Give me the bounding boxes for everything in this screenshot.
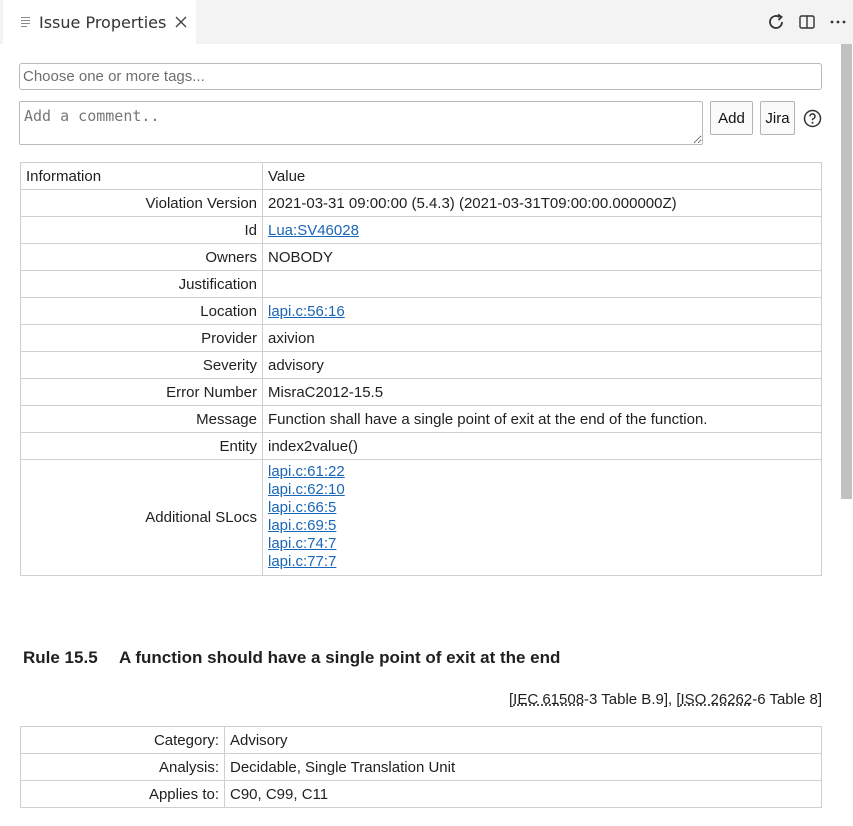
message-value: Function shall have a single point of exit at the end of the function. — [263, 406, 822, 433]
refresh-button[interactable] — [760, 7, 791, 37]
applies-to-value: C90, C99, C11 — [225, 781, 822, 808]
row-label: Message — [21, 406, 263, 433]
tab-issue-properties[interactable] — [3, 0, 196, 44]
tab-bar — [0, 0, 853, 44]
table-row — [21, 781, 822, 808]
jira-button[interactable]: Jira — [760, 101, 795, 135]
table-row — [21, 244, 822, 271]
sloc-link[interactable]: lapi.c:77:7 — [268, 553, 337, 570]
row-label: Id — [21, 217, 263, 244]
table-row — [21, 325, 822, 352]
rule-references — [509, 691, 822, 708]
table-row — [21, 352, 822, 379]
entity-value: index2value() — [263, 433, 822, 460]
table-row — [21, 298, 822, 325]
table-row — [21, 754, 822, 781]
row-label: Provider — [21, 325, 263, 352]
table-row — [21, 727, 822, 754]
table-row — [21, 433, 822, 460]
row-label: Justification — [21, 271, 263, 298]
more-actions-icon — [829, 13, 847, 31]
lines-icon — [21, 17, 31, 27]
rule-info-table — [20, 726, 822, 808]
id-cell — [263, 217, 822, 244]
category-value: Advisory — [225, 727, 822, 754]
table-row — [21, 271, 822, 298]
issue-properties-table — [20, 162, 822, 576]
close-icon[interactable] — [172, 13, 190, 31]
sloc-link[interactable]: lapi.c:74:7 — [268, 535, 337, 552]
split-editor-button[interactable] — [791, 7, 822, 37]
editor-actions — [760, 0, 853, 44]
add-comment-button[interactable]: Add — [710, 101, 753, 135]
owners-value: NOBODY — [263, 244, 822, 271]
provider-value: axivion — [263, 325, 822, 352]
header-information: Information — [21, 163, 263, 190]
tags-input[interactable] — [19, 63, 822, 90]
sloc-link[interactable]: lapi.c:62:10 — [268, 481, 345, 498]
row-label: Category: — [21, 727, 225, 754]
comment-textarea[interactable] — [19, 101, 703, 145]
refresh-icon — [765, 11, 787, 33]
scrollbar-thumb[interactable] — [841, 44, 852, 499]
table-row — [21, 460, 822, 576]
table-row — [21, 379, 822, 406]
row-label: Analysis: — [21, 754, 225, 781]
analysis-value: Decidable, Single Translation Unit — [225, 754, 822, 781]
row-label: Applies to: — [21, 781, 225, 808]
rule-heading — [23, 648, 560, 668]
sloc-link[interactable]: lapi.c:66:5 — [268, 499, 337, 516]
justification-value — [263, 271, 822, 298]
tab-title: Issue Properties — [39, 12, 167, 32]
table-row — [21, 406, 822, 433]
row-label: Error Number — [21, 379, 263, 406]
row-label: Violation Version — [21, 190, 263, 217]
location-link[interactable]: lapi.c:56:16 — [268, 302, 345, 320]
split-editor-icon — [798, 13, 816, 31]
id-link[interactable]: Lua:SV46028 — [268, 221, 359, 239]
more-actions-button[interactable] — [822, 7, 853, 37]
ref-bracket: [ — [508, 691, 514, 708]
row-label: Entity — [21, 433, 263, 460]
ref-text: -6 Table 8] — [752, 691, 822, 708]
row-label: Additional SLocs — [21, 460, 263, 576]
table-row — [21, 217, 822, 244]
rule-title: A function should have a single point of exit at the end — [119, 648, 561, 667]
header-value: Value — [263, 163, 822, 190]
row-label: Owners — [21, 244, 263, 271]
table-header-row — [21, 163, 822, 190]
location-cell — [263, 298, 822, 325]
iec-standard-abbr: IEC 61508 — [513, 691, 585, 708]
additional-slocs-cell — [263, 460, 822, 576]
help-icon[interactable] — [803, 109, 822, 128]
rule-number: Rule 15.5 — [23, 648, 98, 667]
violation-version-value: 2021-03-31 09:00:00 (5.4.3) (2021-03-31T09:00:00.000000Z) — [263, 190, 822, 217]
ref-text: -3 Table B.9], [ — [584, 691, 681, 708]
error-number-value: MisraC2012-15.5 — [263, 379, 822, 406]
table-row — [21, 190, 822, 217]
row-label: Location — [21, 298, 263, 325]
row-label: Severity — [21, 352, 263, 379]
iso-standard-abbr: ISO 26262 — [680, 691, 753, 708]
severity-value: advisory — [263, 352, 822, 379]
sloc-link[interactable]: lapi.c:69:5 — [268, 517, 337, 534]
sloc-link[interactable]: lapi.c:61:22 — [268, 463, 345, 480]
